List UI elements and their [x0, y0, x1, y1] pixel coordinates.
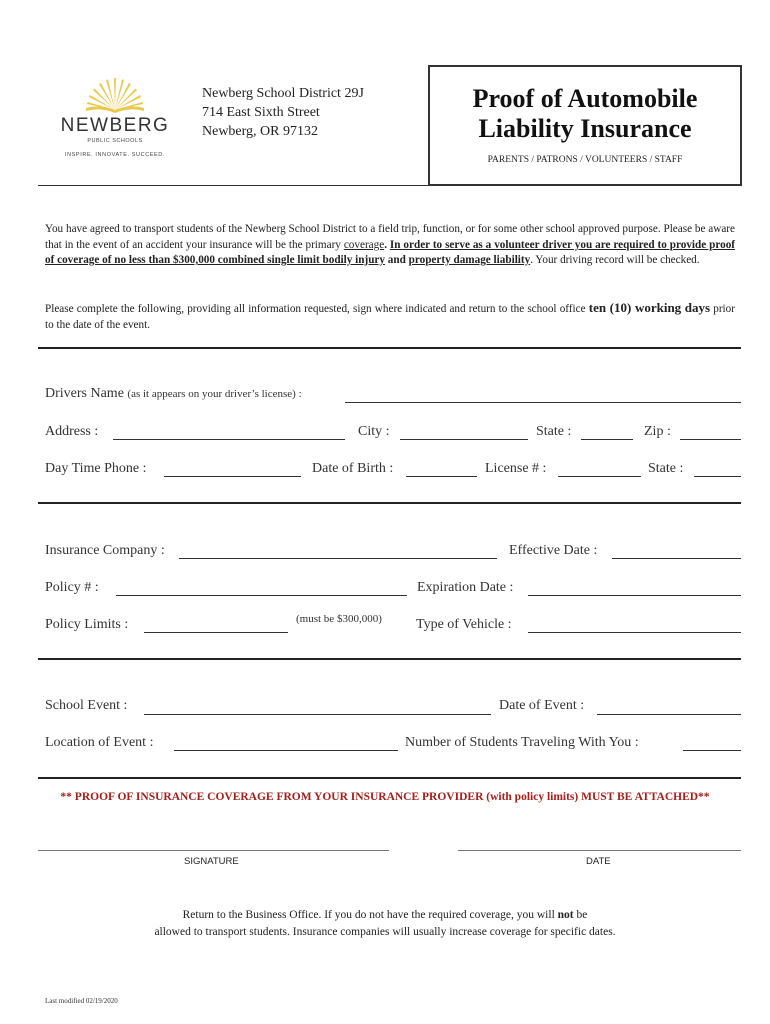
- event-location-field[interactable]: [174, 750, 398, 751]
- section-divider: [38, 347, 741, 349]
- policy-number-label: Policy # :: [45, 580, 99, 595]
- policy-limits-field[interactable]: [144, 632, 288, 633]
- address-line-2: 714 East Sixth Street: [202, 105, 320, 120]
- intro-text-c: .: [384, 238, 390, 251]
- return-instructions-line-1: Return to the Business Office. If you do not have the required coverage, you will not be: [182, 909, 588, 921]
- event-date-label: Date of Event :: [499, 698, 585, 713]
- event-location-label: Location of Event :: [45, 735, 154, 750]
- header-divider: [38, 185, 428, 186]
- intro-text-and: and: [384, 254, 409, 266]
- title-box: [428, 65, 742, 186]
- students-count-label: Number of Students Traveling With You :: [405, 735, 639, 750]
- license-state-label: State :: [648, 461, 684, 476]
- school-event-label: School Event :: [45, 698, 128, 713]
- phone-label: Day Time Phone :: [45, 461, 147, 476]
- state-field[interactable]: [581, 439, 633, 440]
- signature-label: SIGNATURE: [184, 856, 239, 867]
- section-divider: [38, 658, 741, 660]
- form-title-line-2: Liability Insurance: [478, 114, 692, 143]
- dob-label: Date of Birth :: [312, 461, 394, 476]
- instructions-deadline: ten (10) working days: [588, 300, 711, 315]
- dob-field[interactable]: [406, 476, 477, 477]
- insurance-company-label: Insurance Company :: [45, 543, 165, 558]
- license-state-field[interactable]: [694, 476, 741, 477]
- school-event-field[interactable]: [144, 714, 491, 715]
- logo-tagline: INSPIRE. INNOVATE. SUCCEED.: [64, 152, 166, 158]
- effective-date-field[interactable]: [612, 558, 741, 559]
- intro-paragraph: [45, 222, 735, 269]
- district-logo: [60, 72, 170, 167]
- vehicle-type-label: Type of Vehicle :: [416, 617, 512, 632]
- policy-limits-note: (must be $300,000): [296, 613, 382, 625]
- return-instructions-not: not: [557, 909, 574, 921]
- logo-subtitle: PUBLIC SCHOOLS: [87, 138, 143, 144]
- section-divider: [38, 502, 741, 504]
- students-count-field[interactable]: [683, 750, 741, 751]
- form-title-line-1: Proof of Automobile: [472, 84, 698, 113]
- intro-text-a: You have agreed to transport students of the Newberg School District to a field trip, function, or for some other school approved purpose. Please be aware that in the event of an accident your insurance will be the primary: [45, 223, 735, 251]
- drivers-name-field[interactable]: [345, 402, 741, 403]
- phone-field[interactable]: [164, 476, 301, 477]
- effective-date-label: Effective Date :: [509, 543, 598, 558]
- last-modified-note: Last modified 02/19/2020: [45, 997, 118, 1005]
- sunburst-book-icon: [80, 72, 150, 114]
- city-field[interactable]: [400, 439, 528, 440]
- instructions-text-c: prior to the date of the event.: [45, 303, 735, 331]
- event-date-field[interactable]: [597, 714, 741, 715]
- address-field[interactable]: [113, 439, 345, 440]
- address-line-3: Newberg, OR 97132: [202, 124, 319, 139]
- instructions-paragraph: [45, 300, 735, 333]
- intro-text-end: . Your driving record will be checked.: [530, 254, 700, 266]
- form-subtitle: PARENTS / PATRONS / VOLUNTEERS / STAFF: [487, 155, 683, 165]
- expiration-date-field[interactable]: [528, 595, 741, 596]
- address-line-1: Newberg School District 29J: [202, 86, 364, 101]
- policy-number-field[interactable]: [116, 595, 407, 596]
- district-address: [202, 84, 364, 141]
- signature-date-field[interactable]: [458, 850, 741, 851]
- intro-text-coverage: coverage: [343, 238, 385, 251]
- instructions-text-a: Please complete the following, providing all information requested, sign where indicated and return to the school office: [45, 303, 589, 315]
- return-instructions-line-2: allowed to transport students. Insurance companies will usually increase coverage for specific dates.: [154, 926, 616, 938]
- signature-field[interactable]: [38, 850, 389, 851]
- form-title: [430, 84, 740, 144]
- address-label: Address :: [45, 424, 99, 439]
- section-divider: [38, 777, 741, 779]
- attachment-notice: ** PROOF OF INSURANCE COVERAGE FROM YOUR INSURANCE PROVIDER (with policy limits) MUST BE ATTACHED**: [60, 791, 710, 803]
- vehicle-type-field[interactable]: [528, 632, 741, 633]
- policy-limits-label: Policy Limits :: [45, 617, 129, 632]
- license-label: License # :: [485, 461, 547, 476]
- drivers-name-label: Drivers Name (as it appears on your driver’s license) :: [45, 386, 302, 401]
- license-field[interactable]: [558, 476, 641, 477]
- intro-property-damage: property damage liability: [408, 254, 531, 266]
- expiration-date-label: Expiration Date :: [417, 580, 514, 595]
- signature-date-label: DATE: [586, 856, 611, 867]
- zip-label: Zip :: [644, 424, 671, 439]
- insurance-company-field[interactable]: [179, 558, 497, 559]
- city-label: City :: [358, 424, 390, 439]
- zip-field[interactable]: [680, 439, 741, 440]
- intro-requirement: In order to serve as a volunteer driver you are required to provide proof of coverage of no less than $300,000 combined single limit bodily injury: [45, 238, 736, 266]
- state-label: State :: [536, 424, 572, 439]
- logo-name: NEWBERG: [60, 115, 170, 136]
- drivers-name-note: (as it appears on your driver’s license) :: [127, 388, 302, 400]
